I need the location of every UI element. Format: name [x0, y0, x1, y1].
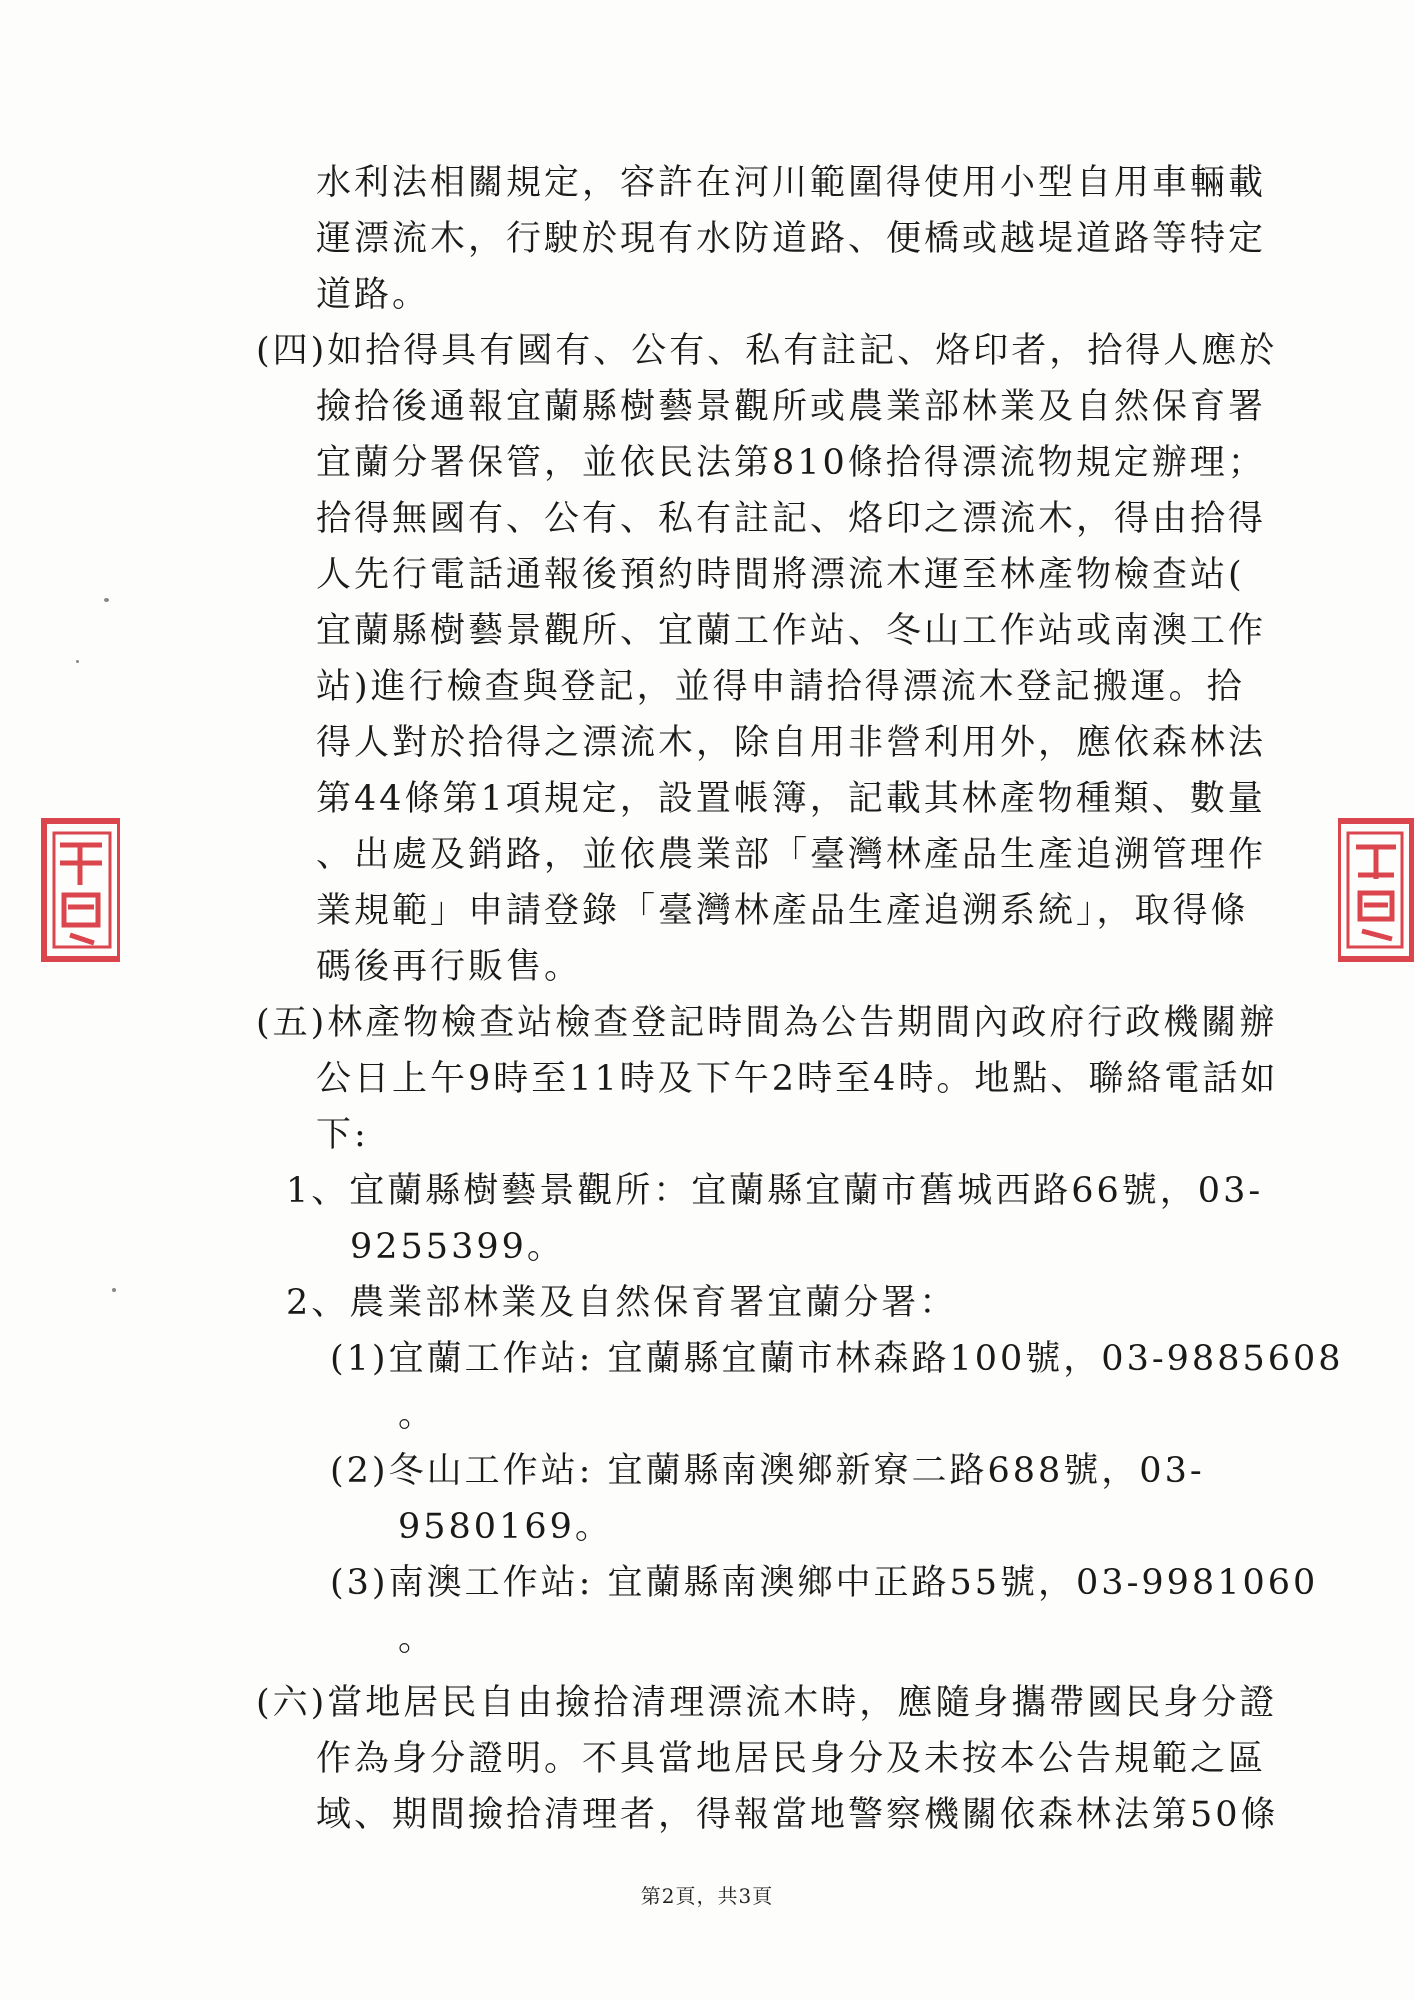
text-line: 。 — [398, 1395, 437, 1435]
text-line: 下: — [316, 1115, 369, 1155]
text-line: 撿拾後通報宜蘭縣樹藝景觀所或農業部林業及自然保育署 — [316, 387, 1267, 427]
text-line: 9580169。 — [398, 1507, 613, 1547]
page-number: 第2頁，共3頁 — [640, 1884, 774, 1908]
text-line: 道路。 — [316, 275, 431, 315]
text-line: 9255399。 — [350, 1227, 565, 1267]
section-5-heading-line: (五)林產物檢查站檢查登記時間為公告期間內政府行政機關辦 — [256, 1003, 1278, 1043]
scan-speck — [104, 598, 109, 602]
sub-item-1: (1)宜蘭工作站: 宜蘭縣宜蘭市林森路100號，03-9885608 — [330, 1339, 1344, 1379]
text-line: 域、期間撿拾清理者，得報當地警察機關依森林法第50條 — [316, 1795, 1279, 1835]
text-line: 運漂流木，行駛於現有水防道路、便橋或越堤道路等特定 — [316, 219, 1267, 259]
text-line: 人先行電話通報後預約時間將漂流木運至林產物檢查站( — [316, 555, 1245, 595]
text-line: 作為身分證明。不具當地居民身分及未按本公告規範之區 — [316, 1739, 1267, 1779]
text-line: 、出處及銷路，並依農業部「臺灣林產品生產追溯管理作 — [316, 835, 1267, 875]
list-item-2: 2、農業部林業及自然保育署宜蘭分署： — [286, 1283, 958, 1323]
text-line: 站)進行檢查與登記，並得申請拾得漂流木登記搬運。拾 — [316, 667, 1245, 707]
scan-speck — [112, 1288, 116, 1292]
text-line: 公日上午9時至11時及下午2時至4時。地點、聯絡電話如 — [316, 1059, 1279, 1099]
seal-stamp-right — [1338, 815, 1414, 965]
sub-item-3: (3)南澳工作站: 宜蘭縣南澳鄉中正路55號，03-9981060 — [330, 1563, 1319, 1603]
text-line: 水利法相關規定，容許在河川範圍得使用小型自用車輛載 — [316, 163, 1267, 203]
text-line: 宜蘭縣樹藝景觀所、宜蘭工作站、冬山工作站或南澳工作 — [316, 611, 1267, 651]
sub-item-2: (2)冬山工作站: 宜蘭縣南澳鄉新寮二路688號，03- — [330, 1451, 1205, 1491]
text-line: 。 — [398, 1619, 437, 1659]
scan-speck — [76, 660, 79, 663]
list-item-1: 1、宜蘭縣樹藝景觀所：宜蘭縣宜蘭市舊城西路66號，03- — [286, 1171, 1264, 1211]
section-4-heading-line: (四)如拾得具有國有、公有、私有註記、烙印者，拾得人應於 — [256, 331, 1278, 371]
section-6-heading-line: (六)當地居民自由撿拾清理漂流木時，應隨身攜帶國民身分證 — [256, 1683, 1278, 1723]
text-line: 碼後再行販售。 — [316, 947, 583, 987]
text-line: 得人對於拾得之漂流木，除自用非營利用外，應依森林法 — [316, 723, 1267, 763]
seal-stamp-left — [40, 815, 120, 965]
text-line: 宜蘭分署保管，並依民法第810條拾得漂流物規定辦理； — [316, 443, 1266, 483]
text-line: 第44條第1項規定，設置帳簿，記載其林產物種類、數量 — [316, 779, 1266, 819]
text-line: 拾得無國有、公有、私有註記、烙印之漂流木，得由拾得 — [316, 499, 1267, 539]
text-line: 業規範」申請登錄「臺灣林產品生產追溯系統」，取得條 — [316, 891, 1249, 931]
